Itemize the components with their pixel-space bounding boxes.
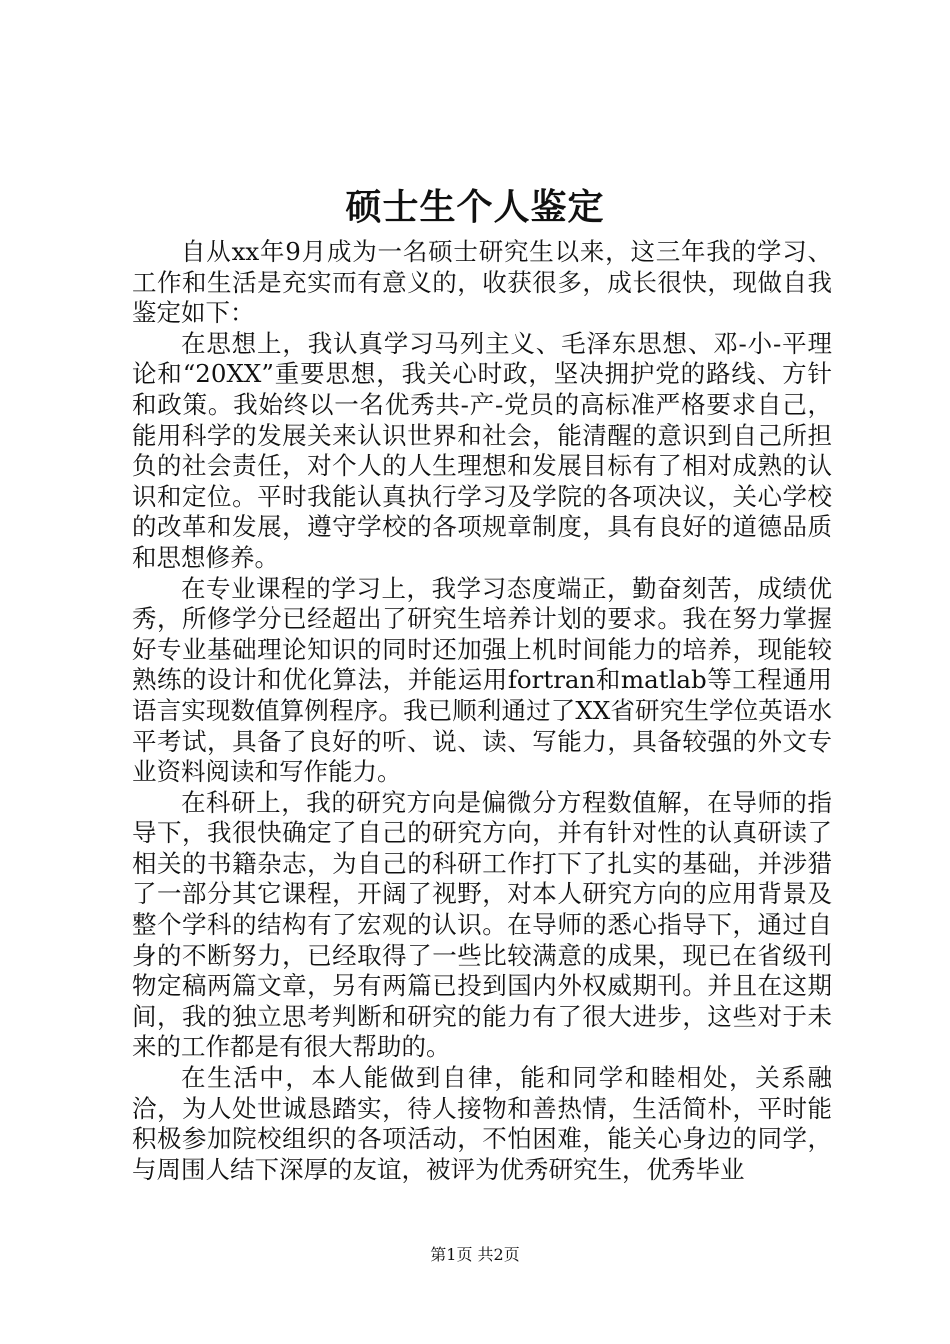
paragraph-intro: 自从xx年9月成为一名硕士研究生以来，这三年我的学习、工作和生活是充实而有意义的，收获很多，成长很快，现做自我鉴定如下： [132,237,832,328]
page-number-footer: 第1页 共2页 [430,1245,520,1264]
paragraph-life: 在生活中，本人能做到自律，能和同学和睦相处，关系融洽，为人处世诚恳踏实，待人接物和善热情，生活简朴，平时能积极参加院校组织的各项活动，不怕困难，能关心身边的同学，与周围人结下深厚的友谊，被评为优秀研究生，优秀毕业 [132,1063,832,1184]
document-body [132,237,832,1185]
paragraph-coursework: 在专业课程的学习上，我学习态度端正，勤奋刻苦，成绩优秀，所修学分已经超出了研究生培养计划的要求。我在努力掌握好专业基础理论知识的同时还加强上机时间能力的培养，现能较熟练的设计和优化算法，并能运用fortran和matlab等工程通用语言实现数值算例程序。我已顺利通过了XX省研究生学位英语水平考试，具备了良好的听、说、读、写能力，具备较强的外文专业资料阅读和写作能力。 [132,573,832,787]
document-title: 硕士生个人鉴定 [345,186,605,228]
paragraph-ideology: 在思想上，我认真学习马列主义、毛泽东思想、邓-小-平理论和“20XX”重要思想，我关心时政，坚决拥护党的路线、方针和政策。我始终以一名优秀共-产-党员的高标准严格要求自己，能用科学的发展关来认识世界和社会，能清醒的意识到自己所担负的社会责任，对个人的人生理想和发展目标有了相对成熟的认识和定位。平时我能认真执行学习及学院的各项决议，关心学校的改革和发展，遵守学校的各项规章制度，具有良好的道德品质和思想修养。 [132,328,832,572]
paragraph-research: 在科研上，我的研究方向是偏微分方程数值解，在导师的指导下，我很快确定了自己的研究方向，并有针对性的认真研读了相关的书籍杂志，为自己的科研工作打下了扎实的基础，并涉猎了一部分其它课程，开阔了视野，对本人研究方向的应用背景及整个学科的结构有了宏观的认识。在导师的悉心指导下，通过自身的不断努力，已经取得了一些比较满意的成果，现已在省级刊物定稿两篇文章，另有两篇已投到国内外权威期刊。并且在这期间，我的独立思考判断和研究的能力有了很大进步，这些对于未来的工作都是有很大帮助的。 [132,787,832,1062]
